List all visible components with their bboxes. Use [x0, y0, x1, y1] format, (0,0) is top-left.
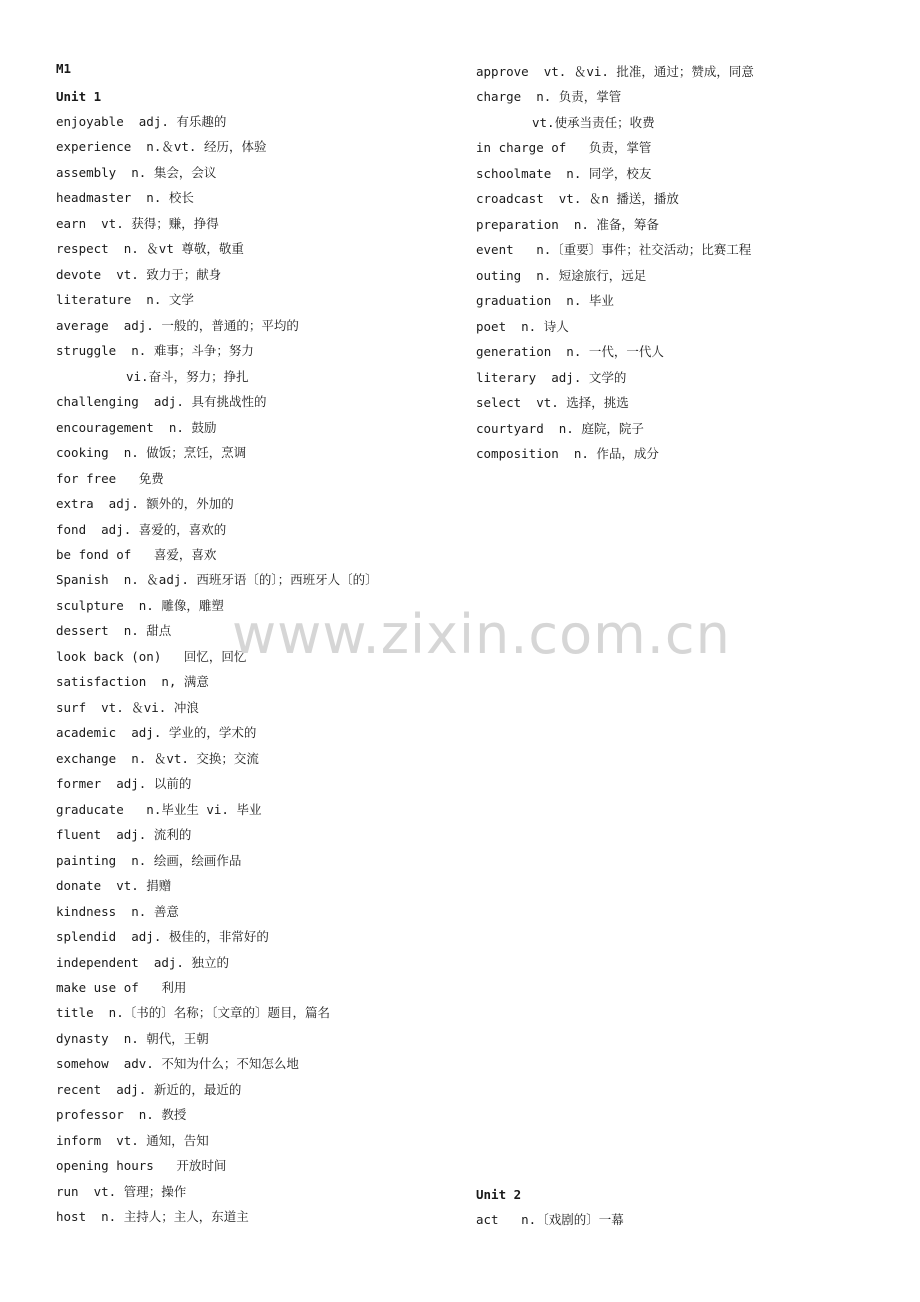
- vocab-entry: headmaster n. 校长: [56, 190, 194, 206]
- vocab-entry: painting n. 绘画，绘画作品: [56, 852, 242, 868]
- vocab-entry: inform vt. 通知，告知: [56, 1132, 209, 1148]
- vocab-entry: challenging adj. 具有挑战性的: [56, 394, 267, 410]
- vocab-entry: professor n. 教授: [56, 1107, 187, 1123]
- vocab-entry: devote vt. 致力于；献身: [56, 266, 222, 282]
- vocab-entry: independent adj. 独立的: [56, 954, 229, 970]
- vocab-entry: exchange n. ＆vt. 交换；交流: [56, 750, 259, 766]
- unit-1-heading: Unit 1: [56, 89, 102, 104]
- vocab-entry: make use of 利用: [56, 979, 187, 995]
- vocab-entry: cooking n. 做饭；烹饪，烹调: [56, 445, 247, 461]
- vocab-entry: for free 免费: [56, 470, 164, 486]
- vocab-entry: schoolmate n. 同学，校友: [476, 165, 652, 181]
- vocab-entry: respect n. ＆vt 尊敬，敬重: [56, 241, 244, 257]
- vocab-entry: somehow adv. 不知为什么；不知怎么地: [56, 1056, 299, 1072]
- vocab-entry: fluent adj. 流利的: [56, 827, 192, 843]
- vocab-entry: literary adj. 文学的: [476, 369, 627, 385]
- vocab-entry: graduation n. 毕业: [476, 293, 614, 309]
- vocab-entry-continuation: vt.使承当责任；收费: [532, 114, 655, 130]
- vocab-entry: poet n. 诗人: [476, 318, 569, 334]
- vocab-entry: recent adj. 新近的，最近的: [56, 1081, 242, 1097]
- vocab-entry: outing n. 短途旅行，远足: [476, 267, 647, 283]
- vocab-entry: be fond of 喜爱，喜欢: [56, 546, 217, 562]
- vocab-entry: splendid adj. 极佳的，非常好的: [56, 929, 269, 945]
- vocab-entry: select vt. 选择，挑选: [476, 395, 629, 411]
- vocab-entry: run vt. 管理；操作: [56, 1183, 187, 1199]
- vocab-entry: composition n. 作品，成分: [476, 446, 659, 462]
- vocab-entry: average adj. 一般的，普通的；平均的: [56, 317, 299, 333]
- vocab-entry: host n. 主持人；主人，东道主: [56, 1209, 249, 1225]
- vocab-entry: donate vt. 捐赠: [56, 878, 172, 894]
- vocab-entry: earn vt. 获得；赚，挣得: [56, 215, 219, 231]
- vocab-entry: title n.〔书的〕名称；〔文章的〕题目，篇名: [56, 1005, 330, 1021]
- vocab-entry: generation n. 一代，一代人: [476, 344, 664, 360]
- vocab-entry: look back (on) 回忆，回忆: [56, 648, 247, 664]
- vocab-entry: in charge of 负责，掌管: [476, 140, 652, 156]
- vocab-entry: experience n.＆vt. 经历，体验: [56, 139, 267, 155]
- vocab-entry: act n.〔戏剧的〕一幕: [476, 1212, 624, 1227]
- vocab-entry: fond adj. 喜爱的，喜欢的: [56, 521, 227, 537]
- vocab-entry: literature n. 文学: [56, 292, 194, 308]
- watermark: www.zixin.com.cn: [232, 603, 731, 666]
- vocab-entry: academic adj. 学业的，学术的: [56, 725, 257, 741]
- vocab-entry: encouragement n. 鼓励: [56, 419, 217, 435]
- unit-2-heading: Unit 2: [476, 1187, 522, 1202]
- vocab-entry: enjoyable adj. 有乐趣的: [56, 114, 227, 129]
- vocab-entry: extra adj. 额外的，外加的: [56, 496, 234, 512]
- vocab-entry-continuation: vi.奋斗，努力；挣扎: [126, 368, 249, 384]
- vocab-entry: courtyard n. 庭院，院子: [476, 420, 644, 436]
- vocab-entry: dessert n. 甜点: [56, 623, 172, 639]
- vocab-entry: preparation n. 准备，筹备: [476, 216, 659, 232]
- vocab-entry: Spanish n. ＆adj. 西班牙语〔的〕；西班牙人〔的〕: [56, 572, 378, 588]
- vocab-entry: approve vt. ＆vi. 批准，通过；赞成，同意: [476, 64, 754, 79]
- vocab-entry: graducate n.毕业生 vi. 毕业: [56, 801, 262, 817]
- vocab-entry: croadcast vt. ＆n 播送，播放: [476, 191, 679, 207]
- module-heading: M1: [56, 61, 72, 76]
- vocab-entry: surf vt. ＆vi. 冲浪: [56, 699, 199, 715]
- vocab-entry: event n.〔重要〕事件；社交活动；比赛工程: [476, 242, 752, 258]
- vocab-entry: struggle n. 难事；斗争；努力: [56, 343, 254, 359]
- vocab-entry: kindness n. 善意: [56, 903, 179, 919]
- vocab-entry: satisfaction n, 满意: [56, 674, 209, 690]
- vocab-entry: former adj. 以前的: [56, 776, 192, 792]
- vocab-entry: dynasty n. 朝代，王朝: [56, 1030, 209, 1046]
- vocab-entry: charge n. 负责，掌管: [476, 89, 622, 105]
- vocab-entry: opening hours 开放时间: [56, 1158, 227, 1174]
- vocab-entry: sculpture n. 雕像，雕塑: [56, 597, 224, 613]
- vocab-entry: assembly n. 集会，会议: [56, 164, 217, 180]
